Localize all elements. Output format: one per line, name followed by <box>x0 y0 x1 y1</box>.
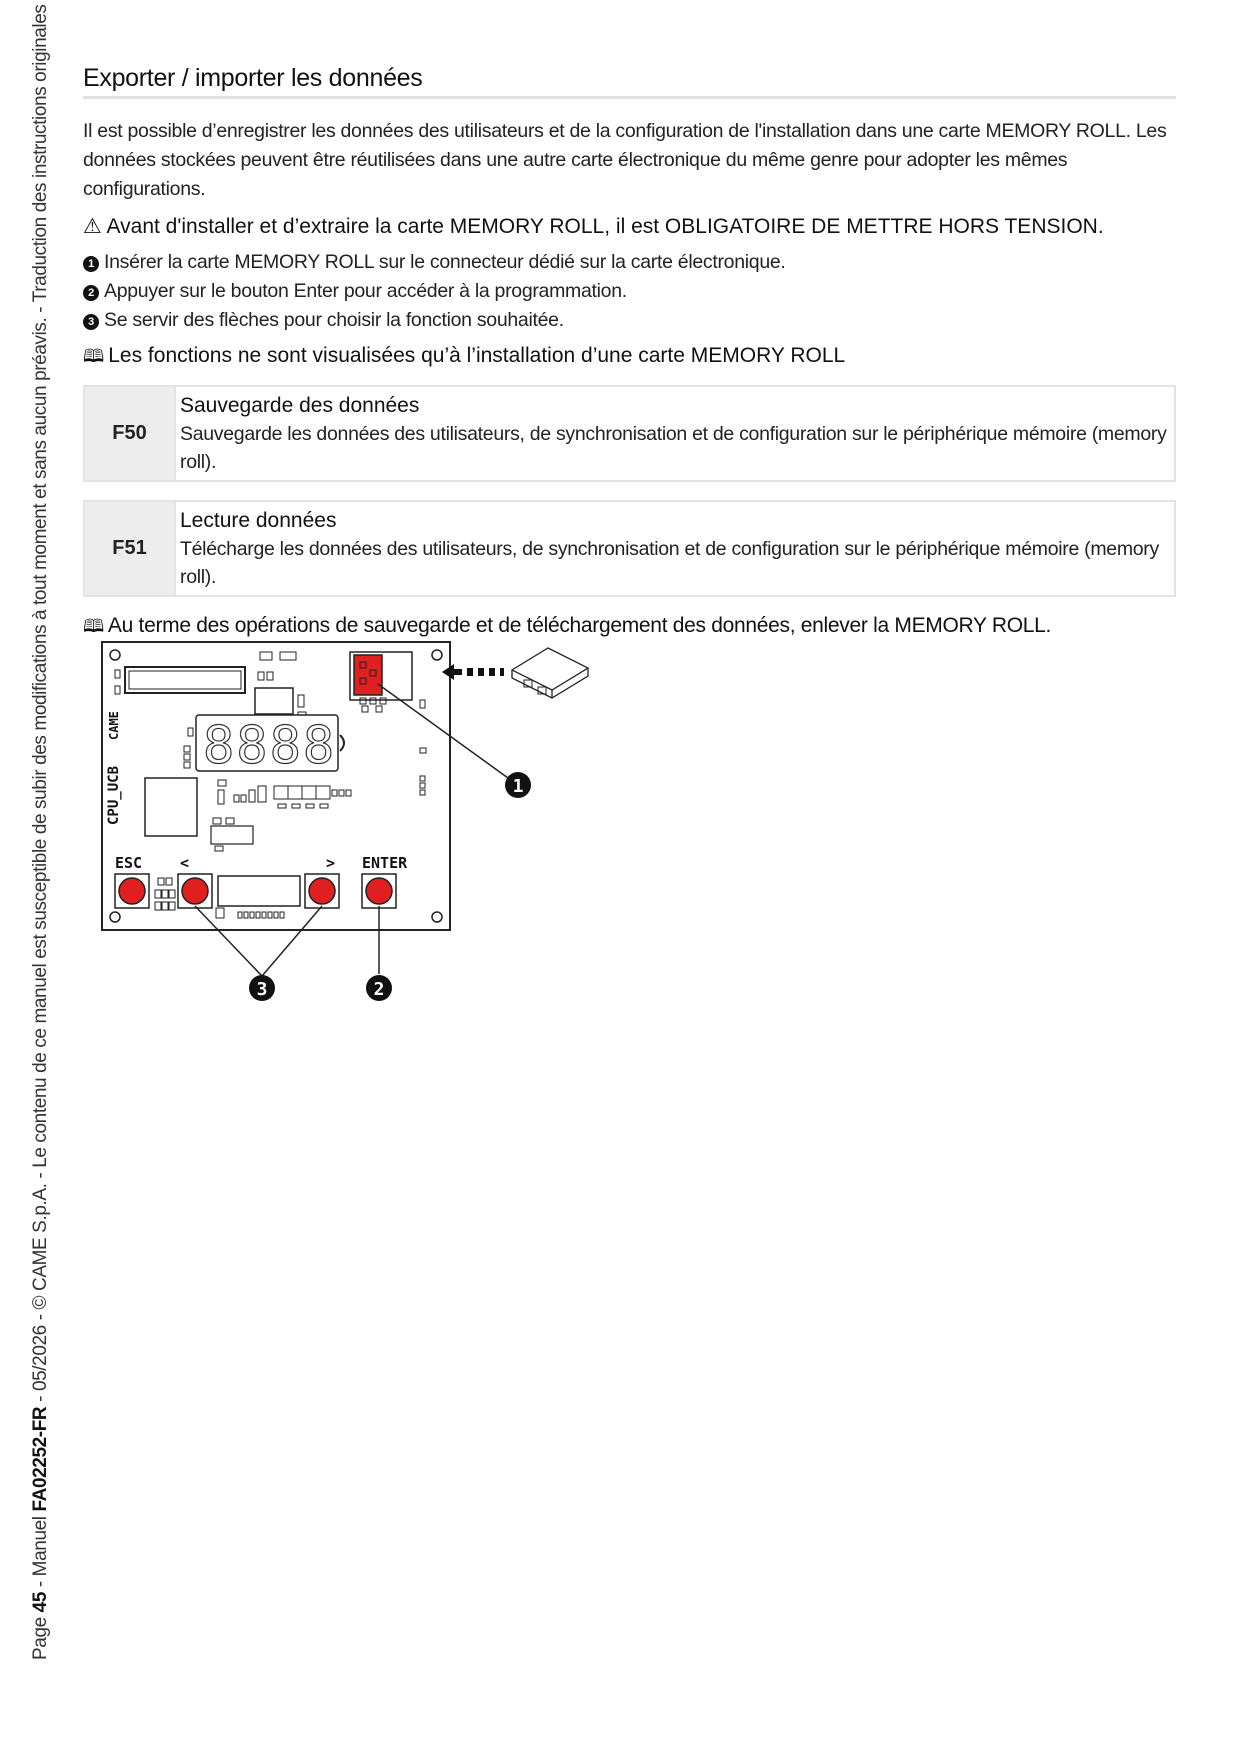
function-title: Sauvegarde des données <box>180 394 420 417</box>
svg-text:2: 2 <box>373 979 385 1000</box>
left-arrow-label: < <box>180 854 190 872</box>
warning-triangle-icon: ⚠ <box>83 215 102 238</box>
function-f51 <box>83 500 1176 597</box>
step-number-3: 3 <box>83 314 99 330</box>
function-code: F51 <box>85 502 176 595</box>
function-description: Sauvegarde les données des utilisateurs, de synchronisation et de configuration sur le périphérique mémoire (memory roll). <box>180 423 1167 473</box>
step-1: 1 Insérer la carte MEMORY ROLL sur le connecteur dédié sur la carte électronique. <box>83 248 1176 277</box>
memory-roll-card <box>512 648 588 698</box>
intro-paragraph: Il est possible d’enregistrer les données des utilisateurs et de la configuration de l'installation dans une carte MEMORY ROLL. Les données stockées peuvent être réutilisées dans une autre carte électronique du même genre pour adopter les mêmes configurations. <box>83 120 1167 200</box>
step-number-2: 2 <box>83 285 99 301</box>
final-note: 🕮 Au terme des opérations de sauvegarde et de téléchargement des données, enlever la MEMORY ROLL. <box>83 614 1052 637</box>
step-3: 3 Se servir des flèches pour choisir la fonction souhaitée. <box>83 306 1176 335</box>
left-arrow-button <box>182 878 208 904</box>
function-f50 <box>83 385 1176 482</box>
svg-text:3: 3 <box>256 979 268 1000</box>
function-description: Télécharge les données des utilisateurs, de synchronisation et de configuration sur le périphérique mémoire (memory roll). <box>180 538 1159 588</box>
svg-text:1: 1 <box>512 776 524 797</box>
right-arrow-button <box>309 878 335 904</box>
enter-label: ENTER <box>362 854 408 872</box>
esc-button <box>119 878 145 904</box>
open-book-icon: 🕮 <box>83 616 104 636</box>
function-title: Lecture données <box>180 509 337 532</box>
memory-roll-note: 🕮 Les fonctions ne sont visualisées qu’à l’installation d’une carte MEMORY ROLL <box>83 344 846 367</box>
page-number: 45 <box>30 1592 51 1613</box>
right-arrow-label: > <box>326 854 336 872</box>
board-brand-label: CAME <box>107 711 121 740</box>
side-margin-text: Page 45 - Manuel FA02252-FR - 05/2026 - © CAME S.p.A. - Le contenu de ce manuel est susceptible de subir des modifications à tout moment et sans aucun préavis. - Traduction des instructions originales <box>30 4 51 1660</box>
enter-button <box>366 878 392 904</box>
open-book-icon: 🕮 <box>83 346 105 366</box>
display-digits: 8888 <box>203 716 337 776</box>
memory-roll-connector <box>354 655 382 695</box>
board-model-label: CPU_UCB <box>106 765 122 825</box>
page-content <box>83 64 1176 641</box>
step-2: 2 Appuyer sur le bouton Enter pour accéder à la programmation. <box>83 277 1176 306</box>
function-code: F50 <box>85 387 176 480</box>
warning-line: ⚠ Avant d'installer et d’extraire la carte MEMORY ROLL, il est OBLIGATOIRE DE METTRE HORS TENSION. <box>83 215 1104 238</box>
section-title: Exporter / importer les données <box>83 64 1176 99</box>
board-diagram <box>100 640 620 1020</box>
step-number-1: 1 <box>83 256 99 272</box>
steps-list <box>83 248 1176 335</box>
esc-label: ESC <box>115 854 143 872</box>
manual-code: FA02252-FR <box>30 1406 51 1512</box>
